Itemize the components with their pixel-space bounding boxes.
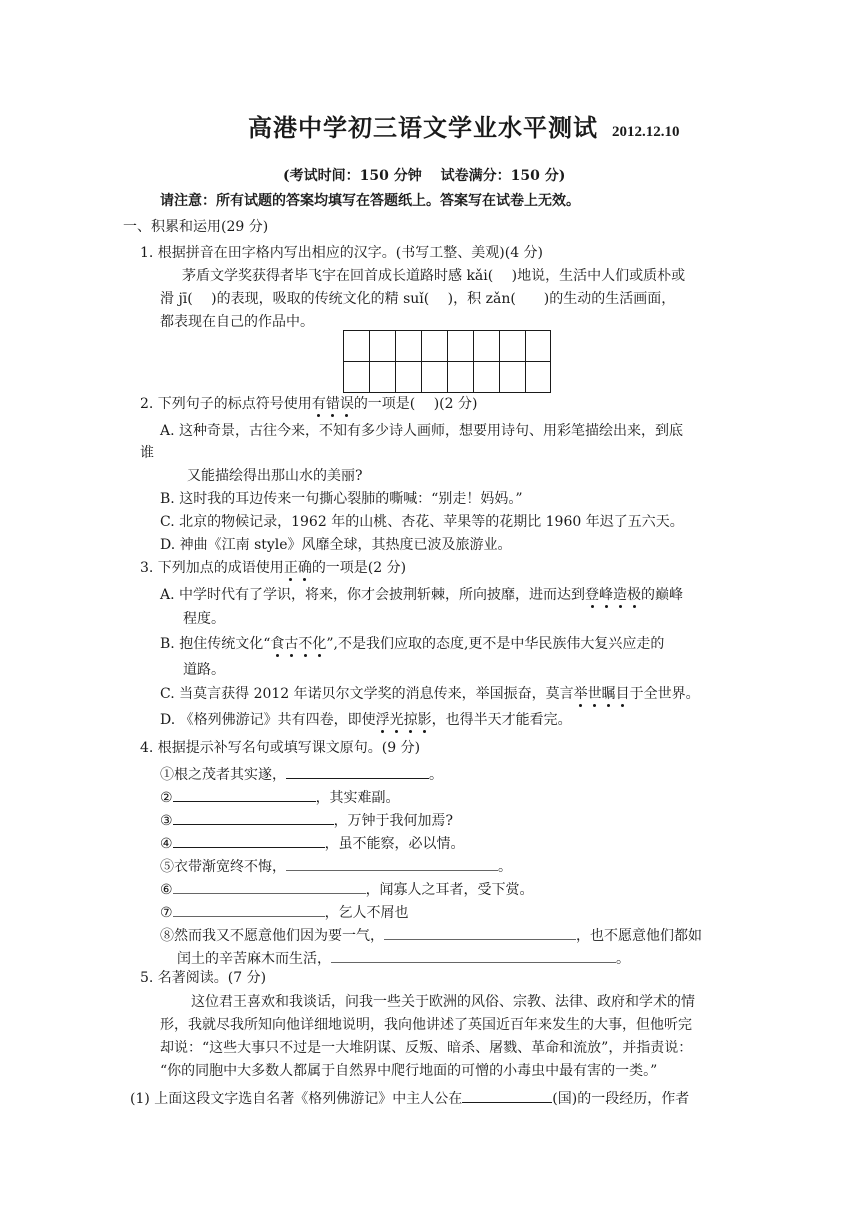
answer-blank	[331, 947, 616, 963]
q3-stem	[140, 560, 406, 577]
emphasis-char: 浮	[375, 712, 390, 728]
option-text: 于全世界。	[629, 686, 700, 702]
q2-option-a: A. 这种奇景，古往今来，不知有多少诗人画师，想要用诗句、用彩笔描绘出来，到底	[160, 423, 684, 439]
q2-stem-text: 2. 下列句子的标点符号使用	[140, 396, 312, 412]
q4-item-3	[160, 809, 453, 830]
item-text: ⑥	[160, 882, 173, 898]
emphasis-char: 峰	[599, 587, 614, 603]
q3-option-b-cont: 道路。	[183, 662, 225, 678]
emphasis-char: 食	[270, 636, 285, 652]
item-text: (1) 上面这段文字选自名著《格列佛游记》中主人公在	[130, 1091, 463, 1107]
q3-option-c	[160, 686, 700, 703]
exam-title	[248, 114, 680, 143]
item-text: ，虽不能察，必以情。	[324, 836, 465, 852]
answer-blank	[173, 786, 316, 802]
item-text: ①根之茂者其实遂，	[160, 767, 286, 783]
answer-blank	[384, 924, 576, 940]
option-text: D. 《格列佛游记》共有四卷，即使	[160, 712, 376, 728]
q3-stem-text: 3. 下列加点的成语使用	[140, 560, 284, 576]
emphasis-char: 造	[613, 587, 628, 603]
q1-stem: 1. 根据拼音在田字格内写出相应的汉字。(书写工整、美观)(4 分)	[140, 245, 544, 261]
section-heading: 一、积累和运用(29 分)	[123, 219, 269, 235]
emphasis-char: 世	[587, 686, 602, 702]
emphasis-char: 不	[298, 636, 313, 652]
q4-item-5	[160, 855, 512, 876]
item-text: ④	[160, 836, 173, 852]
emphasis-char: 有	[311, 396, 326, 412]
q4-stem: 4. 根据提示补写名句或填写课文原句。(9 分)	[140, 740, 421, 756]
tianzige-grid	[343, 330, 551, 393]
exam-title-text: 高港中学初三语文学业水平测试	[248, 113, 598, 142]
q5-passage-line: 却说：“这些大事只不过是一大堆阴谋、反叛、暗杀、屠戮、革命和流放”，并指责说：	[160, 1040, 693, 1056]
q2-option-a-cont: 又能描绘得出那山水的美丽?	[187, 468, 363, 484]
answer-blank	[173, 901, 325, 917]
emphasis-char: 举	[573, 686, 588, 702]
emphasis-char: 正	[283, 560, 298, 576]
answer-blank	[173, 878, 366, 894]
item-text: 闰土的辛苦麻木而生活，	[177, 951, 331, 967]
option-text: ”,不是我们应取的态度,更不是中华民族伟大复兴应走的	[326, 636, 665, 652]
q2-option-c: C. 北京的物候记录，1962 年的山桃、杏花、苹果等的花期比 1960 年迟了五六天。	[160, 514, 684, 530]
q2-stem	[140, 396, 477, 413]
q4-item-2	[160, 786, 400, 807]
q5-passage-line: “你的同胞中大多数人都属于自然界中爬行地面的可憎的小毒虫中最有害的一类。”	[160, 1063, 658, 1079]
answer-blank	[462, 1087, 552, 1103]
q4-item-7	[160, 901, 409, 922]
item-text: ⑦	[160, 905, 173, 921]
item-text: ，其实难副。	[315, 790, 400, 806]
q4-item-8	[160, 924, 702, 945]
q3-stem-text: 的一项是(2 分)	[311, 560, 407, 576]
option-text: ，也得半天才能看完。	[431, 712, 572, 728]
emphasis-char: 确	[297, 560, 312, 576]
q4-item-1	[160, 763, 443, 784]
q1-line3: 都表现在自己的作品中。	[160, 314, 314, 330]
q3-option-d	[160, 712, 572, 729]
q1-line1: 茅盾文学奖获得者毕飞宇在回首成长道路时感 kǎi( )地说，生活中人们或质朴或	[182, 268, 686, 284]
q2-option-a-wrap: 谁	[140, 445, 154, 461]
emphasis-char: 错	[325, 396, 340, 412]
emphasis-char: 登	[585, 587, 600, 603]
item-text: ⑤衣带渐宽终不悔，	[160, 859, 286, 875]
answer-blank	[173, 832, 325, 848]
q2-option-b: B. 这时我的耳边传来一句撕心裂肺的嘶喊：“别走！妈妈。”	[160, 491, 523, 507]
q2-option-d: D. 神曲《江南 style》风靡全球，其热度已波及旅游业。	[160, 537, 512, 553]
emphasis-char: 化	[312, 636, 327, 652]
emphasis-char: 目	[615, 686, 630, 702]
item-text: ，也不愿意他们都如	[576, 928, 702, 944]
q5-stem: 5. 名著阅读。(7 分)	[140, 970, 267, 986]
item-text: ③	[160, 813, 173, 829]
emphasis-char: 瞩	[601, 686, 616, 702]
q4-item-4	[160, 832, 465, 853]
exam-subtitle: (考试时间：150 分钟 试卷满分：150 分)	[283, 168, 566, 184]
q3-option-a	[160, 587, 683, 604]
item-text: 。	[498, 859, 512, 875]
q3-option-b	[160, 636, 664, 653]
emphasis-char: 影	[417, 712, 432, 728]
q4-item-6	[160, 878, 534, 899]
answer-blank	[286, 855, 498, 871]
item-text: ，乞人不屑也	[324, 905, 409, 921]
option-text: B. 抱住传统文化“	[160, 636, 271, 652]
q5-subquestion-1	[130, 1087, 689, 1108]
grid-midline	[344, 361, 550, 362]
option-text: C. 当莫言获得 2012 年诺贝尔文学奖的消息传来，举国振奋，莫言	[160, 686, 574, 702]
q1-line2: 滑 jī( )的表现，吸取的传统文化的精 suǐ( )，积 zǎn( )的生动的生活画面，	[160, 291, 676, 307]
exam-notice: 请注意：所有试题的答案均填写在答题纸上。答案写在试卷上无效。	[160, 193, 580, 209]
item-text: 。	[429, 767, 443, 783]
item-text: ⑧然而我又不愿意他们因为要一气，	[160, 928, 384, 944]
q3-option-a-cont: 程度。	[183, 611, 225, 627]
q2-stem-text: 的一项是( )(2 分)	[353, 396, 478, 412]
item-text: (国)的一段经历，作者	[552, 1091, 690, 1107]
emphasis-char: 光	[389, 712, 404, 728]
emphasis-char: 古	[284, 636, 299, 652]
q5-passage-line: 这位君王喜欢和我谈话，问我一些关于欧洲的风俗、宗教、法律、政府和学术的情	[191, 994, 695, 1010]
item-text: ，闻寡人之耳者，受下赏。	[365, 882, 534, 898]
emphasis-char: 掠	[403, 712, 418, 728]
emphasis-char: 误	[339, 396, 354, 412]
q5-passage-line: 形，我就尽我所知向他详细地说明，我向他讲述了英国近百年来发生的大事，但他听完	[160, 1017, 692, 1033]
q4-item-8-cont	[177, 947, 630, 968]
exam-date: 2012.12.10	[612, 124, 680, 140]
option-text: A. 中学时代有了学识，将来，你才会披荆斩棘，所向披靡，进而达到	[160, 587, 586, 603]
item-text: 。	[616, 951, 630, 967]
option-text: 的巅峰	[641, 587, 684, 603]
answer-blank	[286, 763, 429, 779]
emphasis-char: 极	[627, 587, 642, 603]
answer-blank	[173, 809, 334, 825]
item-text: ②	[160, 790, 173, 806]
item-text: ，万钟于我何加焉?	[333, 813, 454, 829]
